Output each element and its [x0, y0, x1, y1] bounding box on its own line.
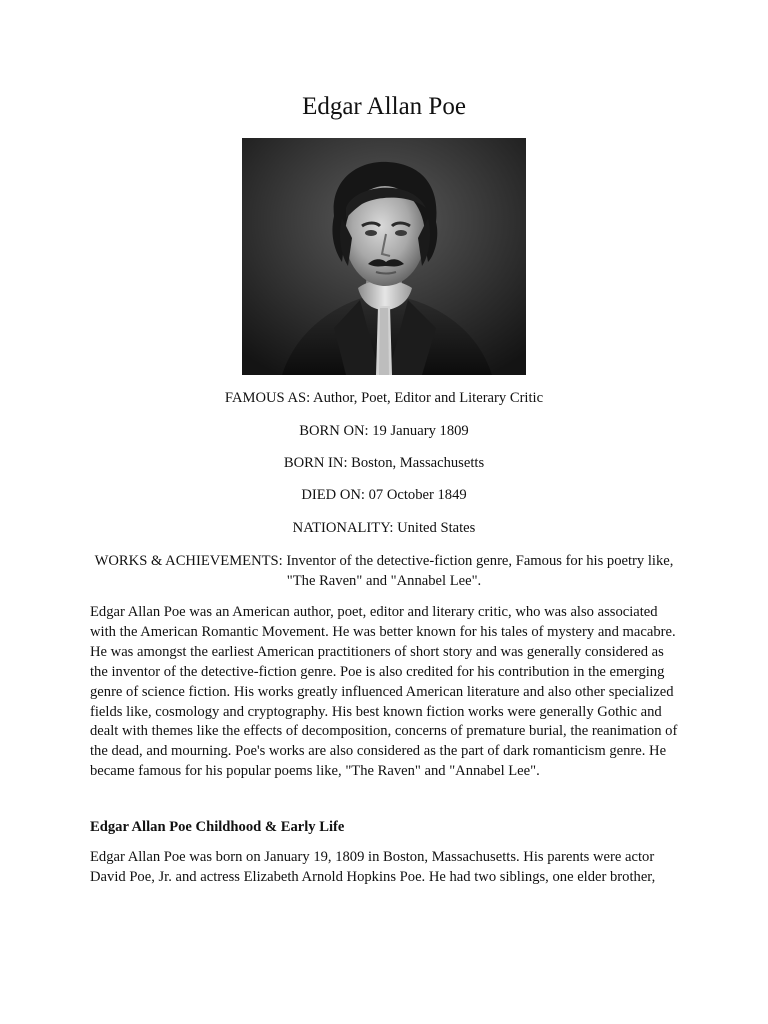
born-on-line: BORN ON: 19 January 1809: [299, 423, 469, 439]
works-achievements-line: WORKS & ACHIEVEMENTS: Inventor of the detective-fiction genre, Famous for his poetry like, "The Raven" and "Annabel Lee".: [94, 553, 674, 589]
famous-as-line: FAMOUS AS: Author, Poet, Editor and Literary Critic: [224, 390, 544, 406]
portrait-image: [242, 138, 526, 375]
childhood-paragraph: Edgar Allan Poe was born on January 19, 1809 in Boston, Massachusetts. His parents were actor David Poe, Jr. and actress Elizabeth Arnold Hopkins Poe. He had two siblings, one elder brother,: [90, 849, 656, 885]
intro-paragraph: Edgar Allan Poe was an American author, poet, editor and literary critic, who was also associated with the American Romantic Movement. He was better known for his tales of mystery and macabre. He was amongst the earliest American practitioners of short story and was generally considered as the inventor of the detective-fiction genre. Poe is also credited for his contribution in the emerging genre of science fiction. His works greatly influenced American literature and also other specialized fields like, cosmology and cryptography. His best known fiction works were generally Gothic and dealt with themes like the effects of decomposition, concerns of premature burial, the reanimation of the dead, and mourning. Poe's works are also considered as the part of dark romanticism genre. He became famous for his popular poems like, "The Raven" and "Annabel Lee".: [90, 604, 678, 780]
portrait-photo: [242, 138, 526, 375]
page-title: Edgar Allan Poe: [302, 93, 466, 120]
section-heading: Edgar Allan Poe Childhood & Early Life: [90, 819, 345, 835]
born-in-line: BORN IN: Boston, Massachusetts: [283, 455, 485, 471]
nationality-line: NATIONALITY: United States: [292, 520, 476, 536]
died-on-line: DIED ON: 07 October 1849: [301, 487, 467, 503]
